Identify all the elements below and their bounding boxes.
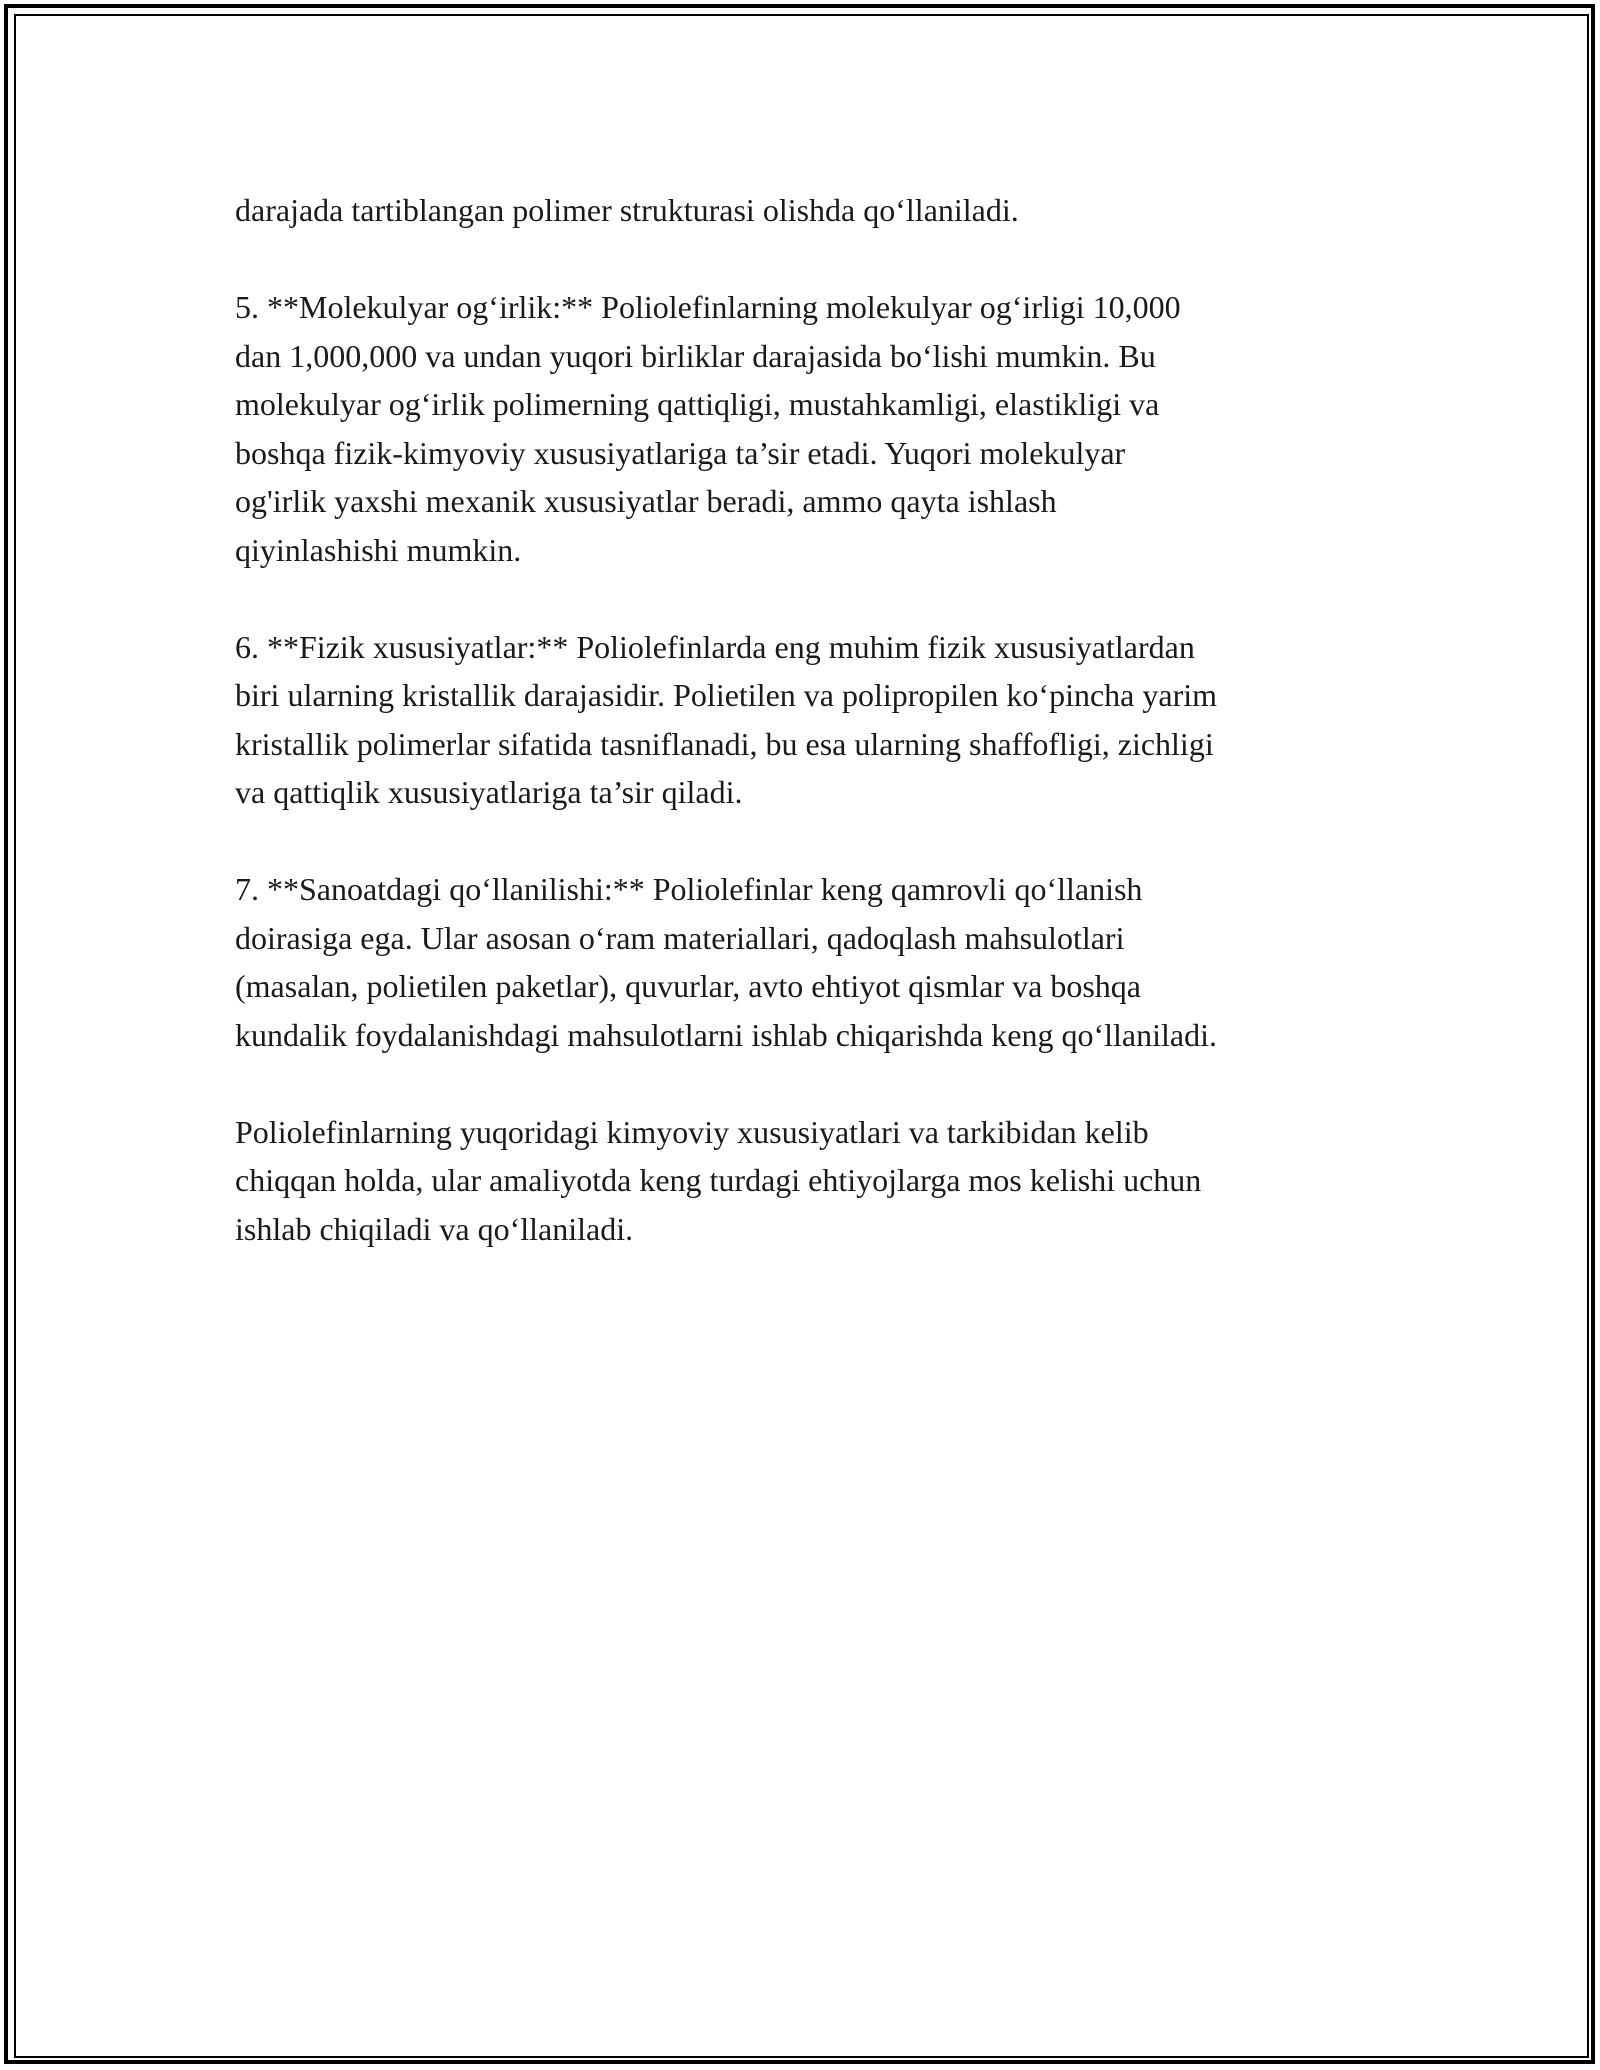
paragraph-molecular-weight: 5. **Molekulyar og‘irlik:** Poliolefinlarning molekulyar og‘irligi 10,000 dan 1,000,000 va undan yuqori birliklar darajasida bo‘lishi mumkin. Bu molekulyar og‘irlik polimerning qattiqligi, mustahkamligi, elastikligi va boshqa fizik-kimyoviy xususiyatlariga ta’sir etadi. Yuqori molekulyar og'irlik yaxshi mexanik xususiyatlar beradi, ammo qayta ishlash qiyinlashishi mumkin. [235,289,1181,568]
paragraph-industrial-use: 7. **Sanoatdagi qo‘llanilishi:** Poliolefinlar keng qamrovli qo‘llanish doirasiga ega. Ular asosan o‘ram materiallari, qadoqlash mahsulotlari (masalan, polietilen paketlar), quvurlar, avto ehtiyot qismlar va boshqa kundalik foydalanishdagi mahsulotlarni ishlab chiqarishda keng qo‘llaniladi. [235,871,1217,1053]
paragraph-physical-properties: 6. **Fizik xususiyatlar:** Poliolefinlarda eng muhim fizik xususiyatlardan biri ularning kristallik darajasidir. Polietilen va polipropilen ko‘pincha yarim kristallik polimerlar sifatida tasniflanadi, bu esa ularning shaffofligi, zichligi va qattiqlik xususiyatlariga ta’sir qiladi. [235,628,1217,810]
paragraph-conclusion: Poliolefinlarning yuqoridagi kimyoviy xususiyatlari va tarkibidan kelib chiqqan holda, ular amaliyotda keng turdagi ehtiyojlarga mos kelishi uchun ishlab chiqiladi va qo‘llaniladi. [235,1113,1202,1247]
paragraph-continuation: darajada tartiblangan polimer strukturasi olishda qo‘llaniladi. [235,192,1019,228]
document-body [235,186,1395,1302]
